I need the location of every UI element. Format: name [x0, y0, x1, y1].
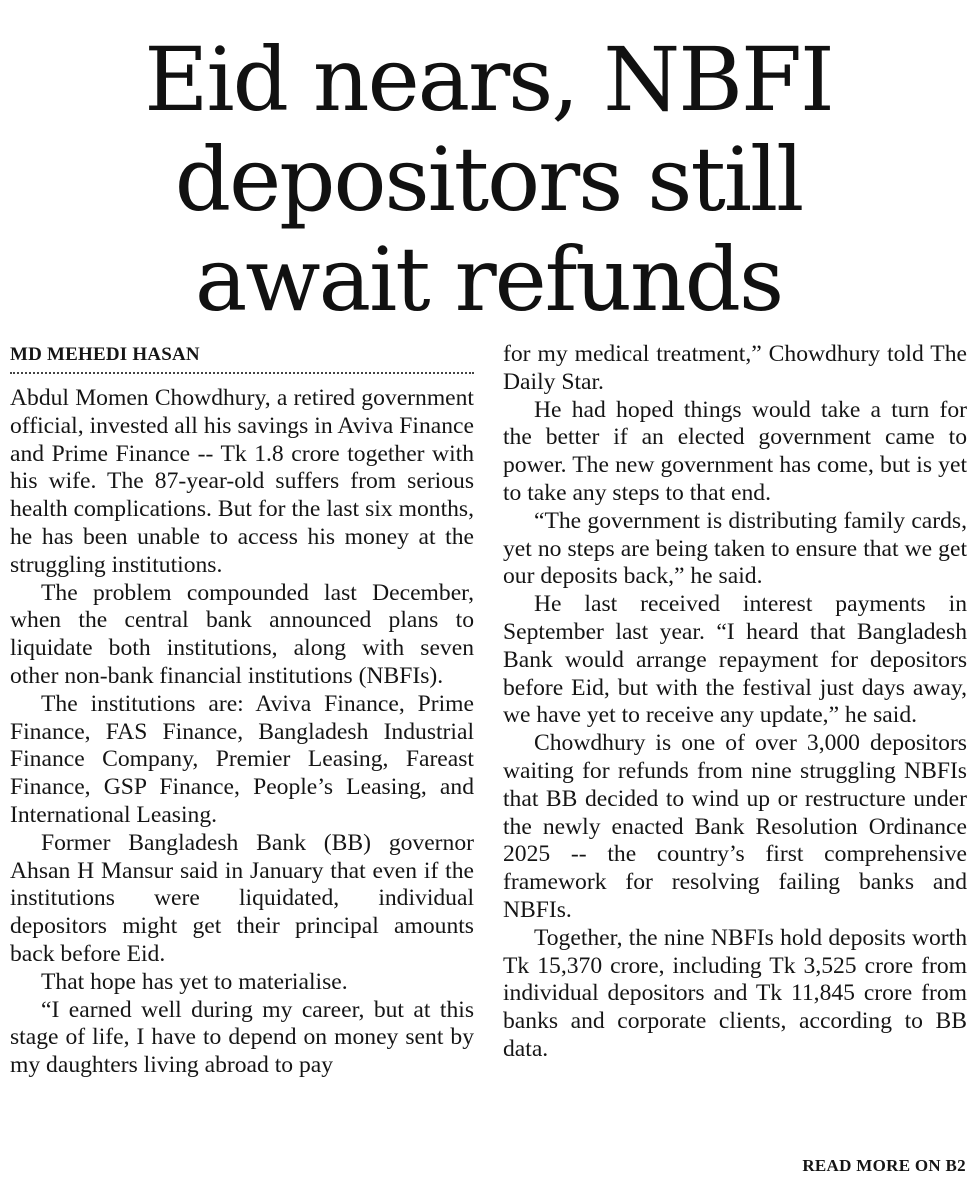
paragraph: Abdul Momen Chowdhury, a retired government official, invested all his savings in Aviva Finance and Prime Finance -- Tk 1.8 crore together with his wife. The 87-year-old suffers from serious health complications. But for the last six months, he has been unable to access his money at the struggling institutions. — [10, 385, 474, 578]
paragraph-continued: for my medical treatment,” Chowdhury told The Daily Star. — [503, 341, 967, 395]
headline-line-1: Eid nears, NBFI — [144, 28, 833, 131]
paragraph: He last received interest payments in September last year. “I heard that Bangladesh Bank would arrange repayment for depositors before Eid, but with the festival just days away, we have yet to receive any update,” he said. — [503, 591, 967, 729]
paragraph: “I earned well during my career, but at this stage of life, I have to depend on money sent by my daughters living abroad to pay — [10, 996, 474, 1079]
read-more-link[interactable]: READ MORE ON B2 — [802, 1156, 966, 1175]
paragraph: Chowdhury is one of over 3,000 depositors waiting for refunds from nine struggling NBFIs that BB decided to wind up or restructure under the newly enacted Bank Resolution Ordinance 2025 -- the country’s first comprehensive framework for resolving failing banks and NBFIs. — [503, 730, 967, 923]
paragraph: That hope has yet to materialise. — [41, 968, 348, 995]
paragraph: “The government is distributing family cards, yet no steps are being taken to ensure that we get our deposits back,” he said. — [503, 507, 967, 590]
paragraph: The institutions are: Aviva Finance, Prime Finance, FAS Finance, Bangladesh Industrial Finance Company, Premier Leasing, Fareast Finance, GSP Finance, People’s Leasing, and International Leasing. — [10, 690, 474, 828]
headline — [0, 30, 977, 330]
paragraph: The problem compounded last December, when the central bank announced plans to liquidate both institutions, along with seven other non-bank financial institutions (NBFIs). — [10, 579, 474, 689]
headline-line-2: depositors still — [174, 128, 803, 231]
article-column-right — [503, 341, 967, 1064]
article-column-left — [10, 341, 474, 1080]
paragraph: Together, the nine NBFIs hold deposits worth Tk 15,370 crore, including Tk 3,525 crore from individual depositors and Tk 11,845 crore from banks and corporate clients, according to BB data. — [503, 924, 967, 1062]
paragraph: He had hoped things would take a turn for the better if an elected government came to power. The new government has come, but is yet to take any steps to that end. — [503, 396, 967, 506]
byline: MD MEHEDI HASAN — [10, 341, 474, 374]
headline-line-3: await refunds — [194, 228, 783, 331]
paragraph: Former Bangladesh Bank (BB) governor Ahsan H Mansur said in January that even if the institutions were liquidated, individual depositors might get their principal amounts back before Eid. — [10, 829, 474, 967]
